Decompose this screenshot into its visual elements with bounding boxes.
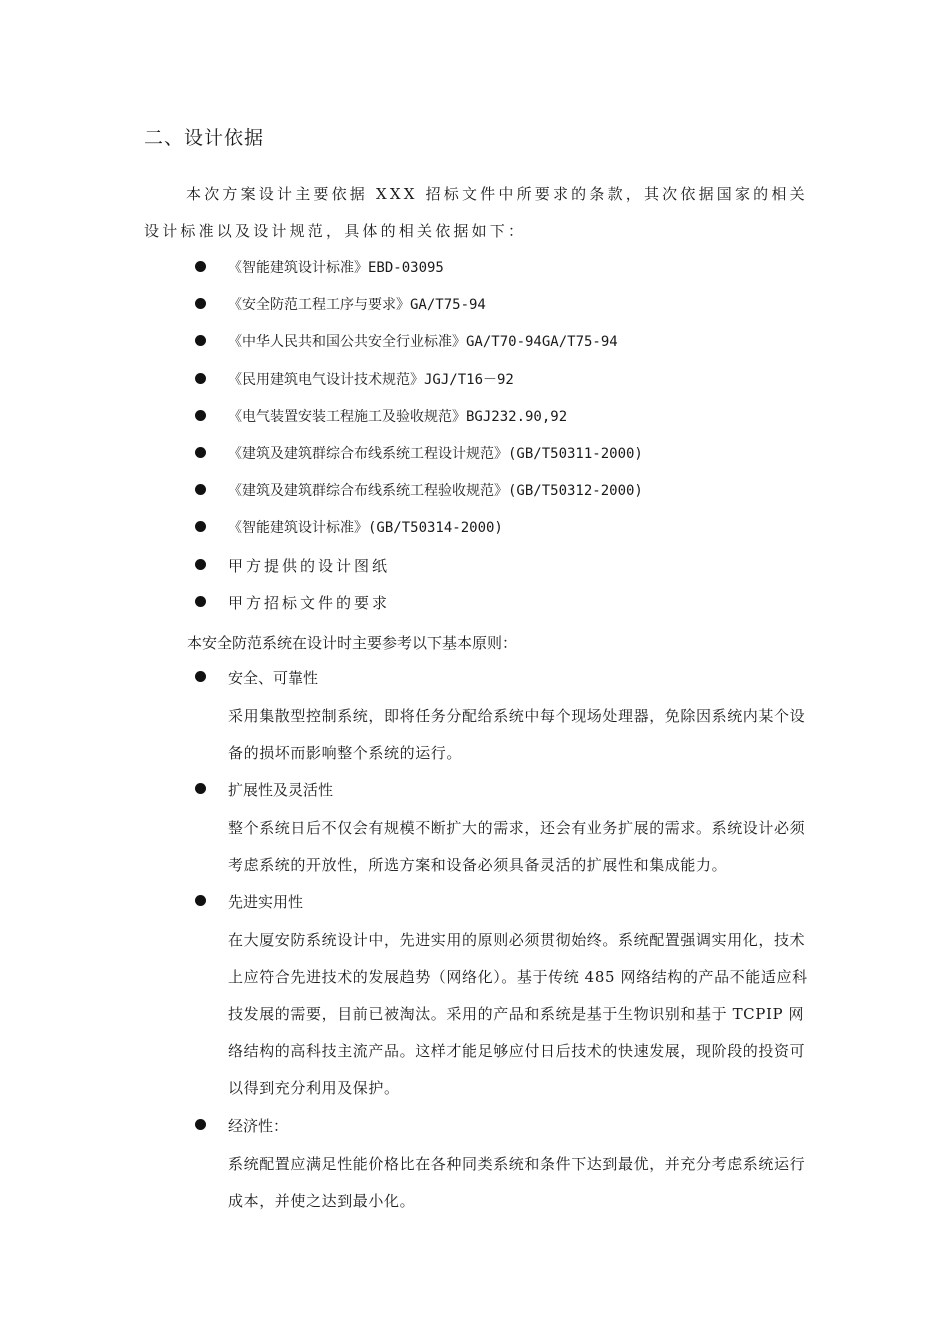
list-item: 《智能建筑设计标准》EBD-03095 — [0, 250, 950, 287]
principle-item — [0, 884, 950, 921]
principle-body: 采用集散型控制系统，即将任务分配给系统中每个现场处理器，免除因系统内某个设备的损坏而影响整个系统的运行。 — [228, 707, 806, 762]
bullet-icon — [195, 1119, 206, 1130]
list-item: 《安全防范工程工序与要求》GA/T75-94 — [0, 287, 950, 324]
list-item: 《建筑及建筑群综合布线系统工程设计规范》(GB/T50311-2000) — [0, 436, 950, 473]
bullet-icon — [195, 895, 206, 906]
list-item: 《建筑及建筑群综合布线系统工程验收规范》(GB/T50312-2000) — [0, 473, 950, 510]
bullet-icon — [195, 298, 206, 309]
principle-body: 在大厦安防系统设计中，先进实用的原则必须贯彻始终。系统配置强调实用化，技术上应符合先进技术的发展趋势（网络化）。基于传统 485 网络结构的产品不能适应科技发展的需要，目前已被淘汰。采用的产品和系统是基于生物识别和基于 TCPIP 网络结构的高科技主流产品。这样才能足够应付日后技术的快速发展，现阶段的投资可以得到充分利用及保护。 — [228, 931, 808, 1097]
list-item: 《电气装置安装工程施工及验收规范》BGJ232.90,92 — [0, 399, 950, 436]
section-heading: 二、设计依据 — [144, 127, 265, 149]
list-item: 《中华人民共和国公共安全行业标准》GA/T70-94GA/T75-94 — [0, 324, 950, 361]
list-item: 《民用建筑电气设计技术规范》JGJ/T16－92 — [0, 362, 950, 399]
bullet-icon — [195, 335, 206, 346]
bullet-icon — [195, 783, 206, 794]
bullet-icon — [195, 410, 206, 421]
principle-item — [0, 772, 950, 809]
list-item: 甲方招标文件的要求 — [0, 585, 950, 622]
bullet-icon — [195, 373, 206, 384]
bullet-icon — [195, 671, 206, 682]
list-item: 甲方提供的设计图纸 — [0, 548, 950, 585]
principle-item — [0, 1108, 950, 1145]
bullet-icon — [195, 596, 206, 607]
principle-title: 先进实用性 — [228, 893, 304, 911]
principles-intro: 本安全防范系统在设计时主要参考以下基本原则： — [187, 634, 518, 652]
principle-body: 整个系统日后不仅会有规模不断扩大的需求，还会有业务扩展的需求。系统设计必须考虑系统的开放性，所选方案和设备必须具备灵活的扩展性和集成能力。 — [228, 819, 806, 874]
bullet-icon — [195, 521, 206, 532]
list-item: 《智能建筑设计标准》(GB/T50314-2000) — [0, 510, 950, 547]
intro-paragraph: 本次方案设计主要依据 XXX 招标文件中所要求的条款，其次依据国家的相关设计标准以及设计规范，具体的相关依据如下： — [144, 185, 808, 240]
principle-body: 系统配置应满足性能价格比在各种同类系统和条件下达到最优，并充分考虑系统运行成本，并使之达到最小化。 — [228, 1155, 806, 1210]
bullet-icon — [195, 559, 206, 570]
principle-title: 安全、可靠性 — [228, 669, 319, 687]
principle-title: 扩展性及灵活性 — [228, 781, 334, 799]
principle-title: 经济性： — [228, 1117, 289, 1135]
bullet-icon — [195, 261, 206, 272]
bullet-icon — [195, 447, 206, 458]
bullet-icon — [195, 484, 206, 495]
principle-item — [0, 660, 950, 697]
